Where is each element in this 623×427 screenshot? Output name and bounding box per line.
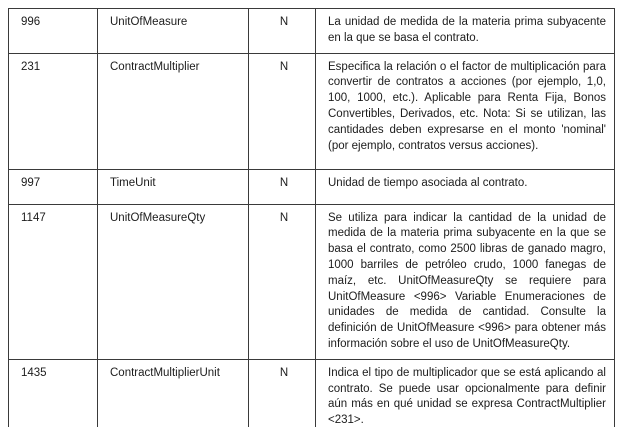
field-name: ContractMultiplierUnit — [98, 359, 249, 427]
tag-number: 1147 — [9, 204, 98, 359]
field-description: Se utiliza para indicar la cantidad de la unidad de medida de la materia prima subyacente en la que se basa el contrato, como 2500 libras de ganado magro, 1000 barriles de petróleo crudo, 1000 fanegas de maíz, etc. UnitOfMeasureQty se requiere para UnitOfMeasure <996> Variable Enumeraciones de unidades de medida de cantidad. Consulte la definición de UnitOfMeasure <996> para obtener más información sobre el uso de UnitOfMeasureQty. — [316, 204, 615, 359]
field-description: La unidad de medida de la materia prima subyacente en la que se basa el contrato. — [316, 9, 615, 54]
field-description: Especifica la relación o el factor de multiplicación para convertir de contratos a acciones (por ejemplo, 1,0, 100, 1000, etc.). Aplicable para Renta Fija, Bonos Convertibles, Derivados, etc. Nota: Si se utilizan, las cantidades deben expresarse en el monto 'nominal' (por ejemplo, contratos versus acciones). — [316, 53, 615, 169]
required-flag: N — [249, 9, 316, 54]
field-name: UnitOfMeasureQty — [98, 204, 249, 359]
required-flag: N — [249, 359, 316, 427]
fix-fields-table — [8, 8, 615, 427]
table-row — [9, 9, 615, 54]
table-row — [9, 204, 615, 359]
tag-number: 231 — [9, 53, 98, 169]
field-description: Indica el tipo de multiplicador que se está aplicando al contrato. Se puede usar opcionalmente para definir aún más en qué unidad se expresa ContractMultiplier <231>. — [316, 359, 615, 427]
table-row — [9, 169, 615, 204]
field-description: Unidad de tiempo asociada al contrato. — [316, 169, 615, 204]
table-row — [9, 53, 615, 169]
required-flag: N — [249, 53, 316, 169]
table-row — [9, 359, 615, 427]
tag-number: 996 — [9, 9, 98, 54]
field-name: UnitOfMeasure — [98, 9, 249, 54]
field-name: ContractMultiplier — [98, 53, 249, 169]
tag-number: 997 — [9, 169, 98, 204]
field-name: TimeUnit — [98, 169, 249, 204]
tag-number: 1435 — [9, 359, 98, 427]
required-flag: N — [249, 204, 316, 359]
required-flag: N — [249, 169, 316, 204]
